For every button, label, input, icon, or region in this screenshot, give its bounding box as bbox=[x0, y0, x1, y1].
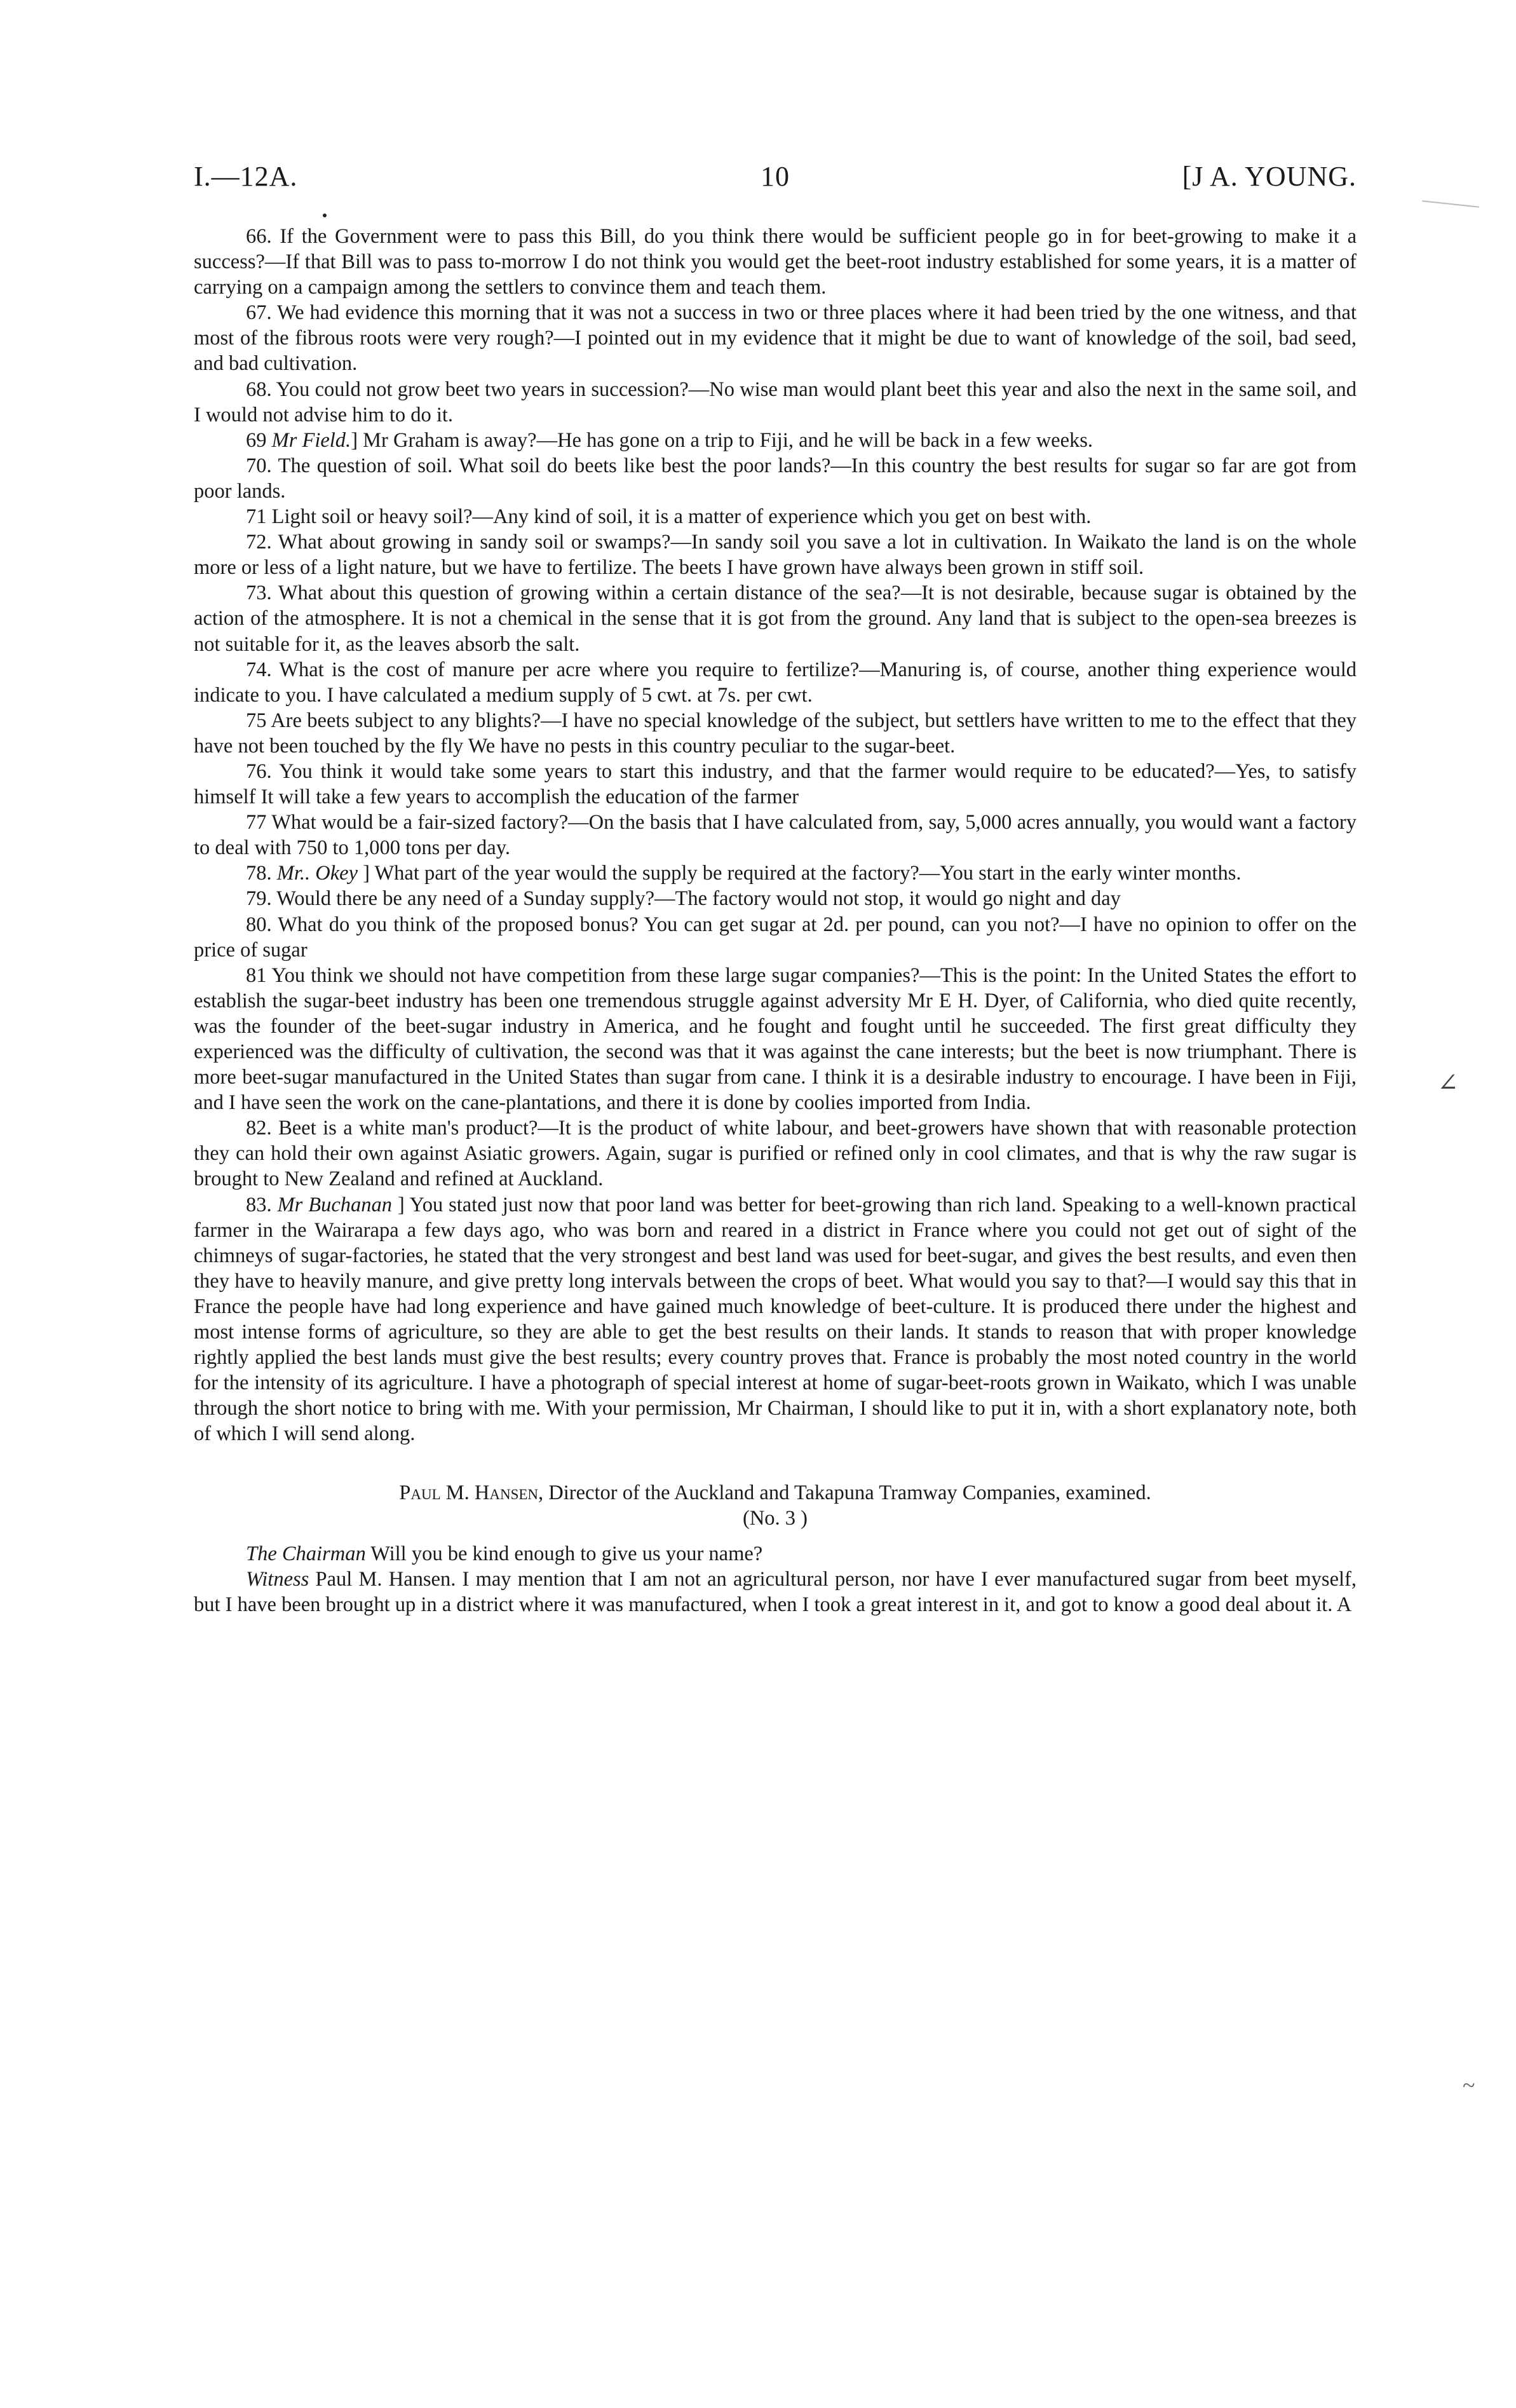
question-paragraph bbox=[194, 1192, 1357, 1447]
witness-role: Director of the Auckland and Takapuna Tramway Companies, examined. bbox=[543, 1481, 1151, 1504]
paragraph-text: 80. What do you think of the proposed bonus? You can get sugar at 2d. per pound, can you not?—I have no opinion to offer on the price of sugar bbox=[194, 913, 1357, 962]
examination-list bbox=[194, 1541, 1357, 1617]
paragraph-text: 77 What would be a fair-sized factory?—On the basis that I have calculated from, say, 5,000 acres annually, you would want a factory to deal with 750 to 1,000 tons per day. bbox=[194, 811, 1357, 860]
question-number: 83. bbox=[246, 1193, 278, 1216]
question-paragraph bbox=[194, 708, 1357, 759]
paragraph-text: Paul M. Hansen. I may mention that I am not an agricultural person, nor have I ever manufactured sugar from beet myself, but I have been brought up in a district where it was manufactured, when I took a great interest in it, and got to know a good deal about it. A bbox=[194, 1567, 1357, 1616]
paragraph-text: 72. What about growing in sandy soil or swamps?—In sandy soil you save a lot in cultivation. In Waikato the land is on the whole more or less of a light nature, but we have to fertilize. The beets I have grown have always been grown in stiff soil. bbox=[194, 531, 1357, 580]
paragraph-text: 79. Would there be any need of a Sunday supply?—The factory would not stop, it would go night and day bbox=[246, 887, 1121, 911]
witness-number: (No. 3 ) bbox=[743, 1506, 808, 1530]
question-paragraph bbox=[194, 453, 1357, 504]
question-paragraph bbox=[194, 428, 1357, 453]
document-reference: I.—12A. bbox=[194, 161, 298, 192]
paragraph-text: 66. If the Government were to pass this Bill, do you think there would be sufficient people go in for beet-growing to make it a success?—If that Bill was to pass to-morrow I do not think you would get the beet-root industry established for some years, it is a matter of carrying on a campaign among the settlers to convince them and teach them. bbox=[194, 225, 1357, 299]
speaker-name: Mr.. Okey bbox=[276, 862, 358, 885]
paragraph-text: 82. Beet is a white man's product?—It is the product of white labour, and beet-growers have shown that with reasonable protection they can hold their own against Asiatic growers. Again, sugar is purified or refined only in cool climates, and that is why the raw sugar is brought to New Zealand and refined at Auckland. bbox=[194, 1117, 1357, 1191]
question-list bbox=[194, 224, 1357, 1447]
question-paragraph bbox=[194, 860, 1357, 886]
paragraph-text: 73. What about this question of growing within a certain distance of the sea?—It is not desirable, because sugar is obtained by the action of the atmosphere. It is not a chemical in the sense that it is got from the ground. Any land that is subject to the open-sea breezes is not suitable for it, as the leaves absorb the salt. bbox=[194, 582, 1357, 656]
paragraph-text: 74. What is the cost of manure per acre where you require to fertilize?—Manuring is, of course, another thing experience would indicate to you. I have calculated a medium supply of 5 cwt. at 7s. per cwt. bbox=[194, 658, 1357, 707]
question-paragraph bbox=[194, 377, 1357, 428]
question-paragraph bbox=[194, 886, 1357, 911]
question-paragraph bbox=[194, 1115, 1357, 1192]
paragraph-text: ] Mr Graham is away?—He has gone on a trip to Fiji, and he will be back in a few weeks. bbox=[351, 428, 1093, 452]
page-header bbox=[194, 160, 1357, 198]
question-paragraph bbox=[194, 912, 1357, 963]
paragraph-text: 67. We had evidence this morning that it was not a success in two or three places where it had been tried by the one witness, and that most of the fibrous roots were very rough?—I pointed out in my evidence that it might be due to want of knowledge of the soil, bad seed, and bad cultivation. bbox=[194, 301, 1357, 376]
question-paragraph bbox=[194, 300, 1357, 376]
witness-running-head: [J A. YOUNG. bbox=[1182, 161, 1357, 192]
paragraph-text: 70. The question of soil. What soil do beets like best the poor lands?—In this country the best results for sugar so far are got from poor lands. bbox=[194, 454, 1357, 503]
paragraph-text: Will you be kind enough to give us your name? bbox=[365, 1542, 763, 1565]
document-body bbox=[194, 224, 1357, 1617]
ink-dot bbox=[323, 214, 327, 217]
paragraph-text: ] What part of the year would the supply be required at the factory?—You start in the early winter months. bbox=[358, 862, 1242, 885]
examination-paragraph bbox=[194, 1567, 1357, 1617]
paragraph-text: 71 Light soil or heavy soil?—Any kind of soil, it is a matter of experience which you get on best with. bbox=[246, 505, 1092, 529]
speaker-name: Mr Field. bbox=[271, 428, 351, 452]
page-number: 10 bbox=[761, 161, 790, 192]
margin-mark: ~ bbox=[1463, 2072, 1475, 2098]
question-paragraph bbox=[194, 810, 1357, 860]
question-paragraph bbox=[194, 224, 1357, 300]
margin-scratch bbox=[1422, 200, 1479, 207]
question-paragraph bbox=[194, 580, 1357, 656]
question-paragraph bbox=[194, 657, 1357, 708]
question-paragraph bbox=[194, 963, 1357, 1116]
witness-name: Paul M. Hansen, bbox=[399, 1481, 544, 1504]
question-paragraph bbox=[194, 759, 1357, 810]
witness-heading bbox=[194, 1480, 1357, 1506]
margin-mark: ∠ bbox=[1437, 1068, 1459, 1097]
speaker-name: Witness bbox=[246, 1567, 309, 1591]
paragraph-text: 76. You think it would take some years to start this industry, and that the farmer would require to be educated?—Yes, to satisfy himself It will take a few years to accomplish the education of the farmer bbox=[194, 759, 1357, 809]
speaker-name: Mr Buchanan bbox=[277, 1193, 392, 1216]
paragraph-text: 68. You could not grow beet two years in succession?—No wise man would plant beet this year and also the next in the same soil, and I would not advise him to do it. bbox=[194, 378, 1357, 426]
paragraph-text: ] You stated just now that poor land was better for beet-growing than rich land. Speaking to a well-known practical farmer in the Wairarapa a few days ago, who was born and reared in a district in France where you could not get out of sight of the chimneys of sugar-factories, he stated that the very strongest and best land was used for beet-sugar, and gives the best results, and even then they have to heavily manure, and give pretty long intervals between the crops of beet. What would you say to that?—I would say this that in France the people have had long experience and have gained much knowledge of beet-culture. It is produced there under the highest and most intense forms of agriculture, so they are able to get the best results on their lands. It stands to reason that with proper knowledge rightly applied the best lands must give the best results; every country proves that. France is probably the most noted country in the world for the intensity of its agriculture. I have a photograph of special interest at home of sugar-beet-roots grown in Waikato, which I was unable through the short notice to bring with me. With your permission, Mr Chairman, I should like to put it in, with a short explanatory note, both of which I will send along. bbox=[194, 1193, 1357, 1446]
paragraph-text: 75 Are beets subject to any blights?—I have no special knowledge of the subject, but settlers have written to me to the effect that they have not been touched by the fly We have no pests in this country peculiar to the sugar-beet. bbox=[194, 709, 1357, 758]
paragraph-text: 81 You think we should not have competition from these large sugar companies?—This is the point: In the United States the effort to establish the sugar-beet industry has been one tremendous struggle against adversity Mr E H. Dyer, of California, who died quite recently, was the founder of the beet-sugar industry in America, and he fought and fought until he succeeded. The first great difficulty they experienced was the difficulty of cultivation, the second was that it was against the cane interests; but the beet is now triumphant. There is more beet-sugar manufactured in the United States than sugar from cane. I think it is a desirable industry to encourage. I have been in Fiji, and I have seen the work on the cane-plantations, and there it is done by coolies imported from India. bbox=[194, 963, 1357, 1115]
question-paragraph bbox=[194, 529, 1357, 580]
speaker-name: The Chairman bbox=[246, 1542, 366, 1565]
examination-paragraph bbox=[194, 1541, 1357, 1567]
question-paragraph bbox=[194, 504, 1357, 529]
question-number: 78. bbox=[246, 862, 277, 885]
question-number: 69 bbox=[246, 428, 272, 452]
